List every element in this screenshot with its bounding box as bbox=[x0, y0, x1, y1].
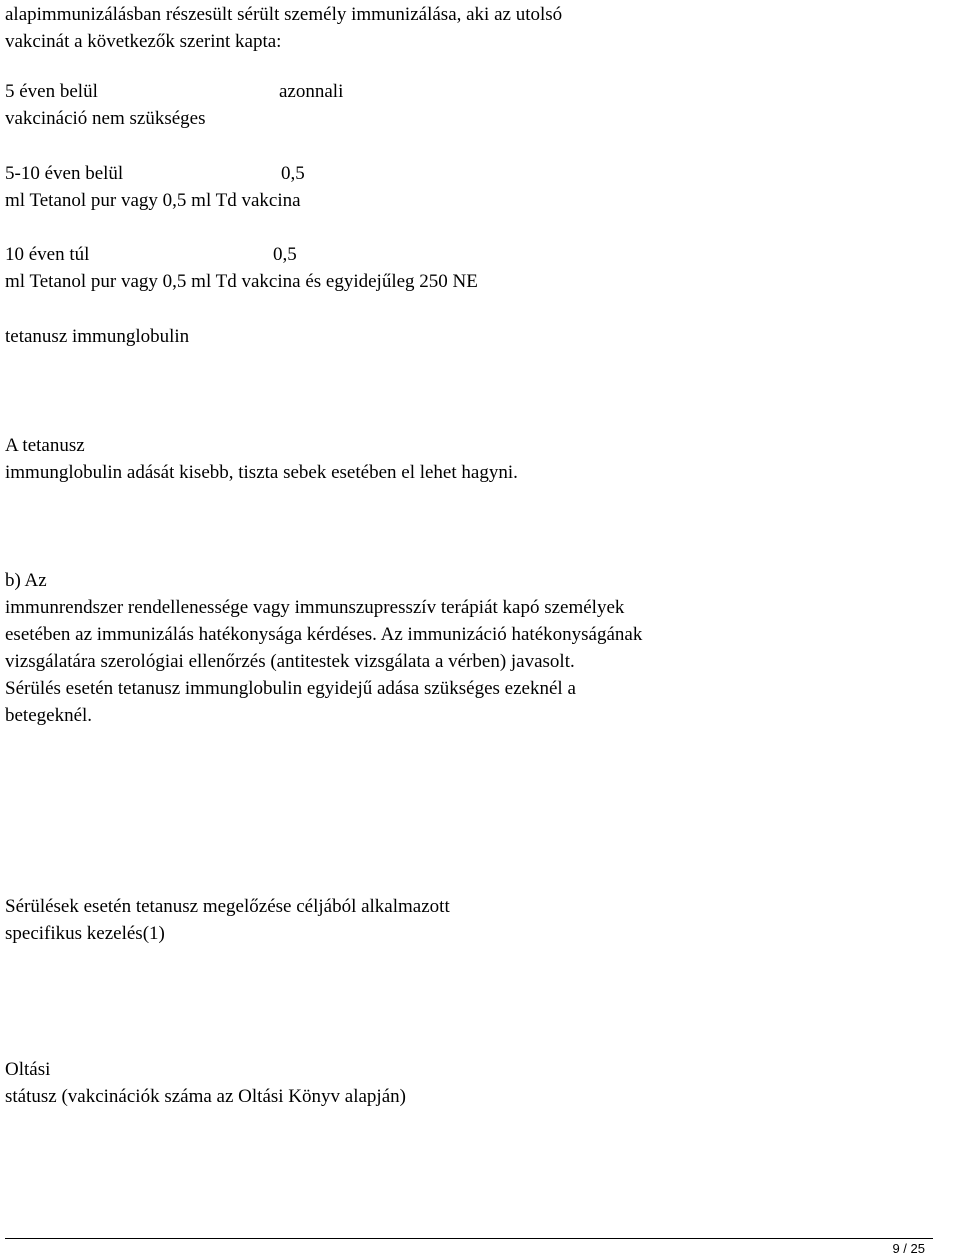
row-2-timeframe: 5-10 éven belül bbox=[5, 163, 124, 184]
intro-line-2: vakcinát a következők szerint kapta: bbox=[5, 31, 282, 52]
row-3-action-rest-2: tetanusz immunglobulin bbox=[5, 326, 190, 347]
heading-line-1: Sérülések esetén tetanusz megelőzése céljából alkalmazott bbox=[5, 896, 450, 917]
row-2-action-rest: ml Tetanol pur vagy 0,5 ml Td vakcina bbox=[5, 190, 301, 211]
note-line-2: immunglobulin adását kisebb, tiszta sebek esetében el lehet hagyni. bbox=[5, 462, 518, 483]
heading-line-2: specifikus kezelés(1) bbox=[5, 923, 165, 944]
section-b-line-3: esetében az immunizálás hatékonysága kérdéses. Az immunizáció hatékonyságának bbox=[5, 624, 643, 645]
row-3-action-start: 0,5 bbox=[273, 244, 297, 265]
row-2-action-start: 0,5 bbox=[281, 163, 305, 184]
section-b-line-4: vizsgálatára szerológiai ellenőrzés (antitestek vizsgálata a vérben) javasolt. bbox=[5, 651, 575, 672]
section-b-line-2: immunrendszer rendellenessége vagy immunszupresszív terápiát kapó személyek bbox=[5, 597, 625, 618]
intro-line-1: alapimmunizálásban részesült sérült személy immunizálása, aki az utolsó bbox=[5, 4, 563, 25]
section-b-line-6: betegeknél. bbox=[5, 705, 93, 726]
page-number: 9 / 25 bbox=[892, 1241, 925, 1256]
row-3-timeframe: 10 éven túl bbox=[5, 244, 90, 265]
status-line-1: Oltási bbox=[5, 1059, 51, 1080]
row-1-action-start: azonnali bbox=[279, 81, 344, 102]
footer-divider bbox=[5, 1238, 933, 1239]
section-b-line-5: Sérülés esetén tetanusz immunglobulin egyidejű adása szükséges ezeknél a bbox=[5, 678, 576, 699]
row-1-action-rest: vakcináció nem szükséges bbox=[5, 108, 206, 129]
status-line-2: státusz (vakcinációk száma az Oltási Könyv alapján) bbox=[5, 1086, 406, 1107]
section-b-line-1: b) Az bbox=[5, 570, 47, 591]
note-line-1: A tetanusz bbox=[5, 435, 85, 456]
row-1-timeframe: 5 éven belül bbox=[5, 81, 98, 102]
row-3-action-rest: ml Tetanol pur vagy 0,5 ml Td vakcina és egyidejűleg 250 NE bbox=[5, 271, 478, 292]
